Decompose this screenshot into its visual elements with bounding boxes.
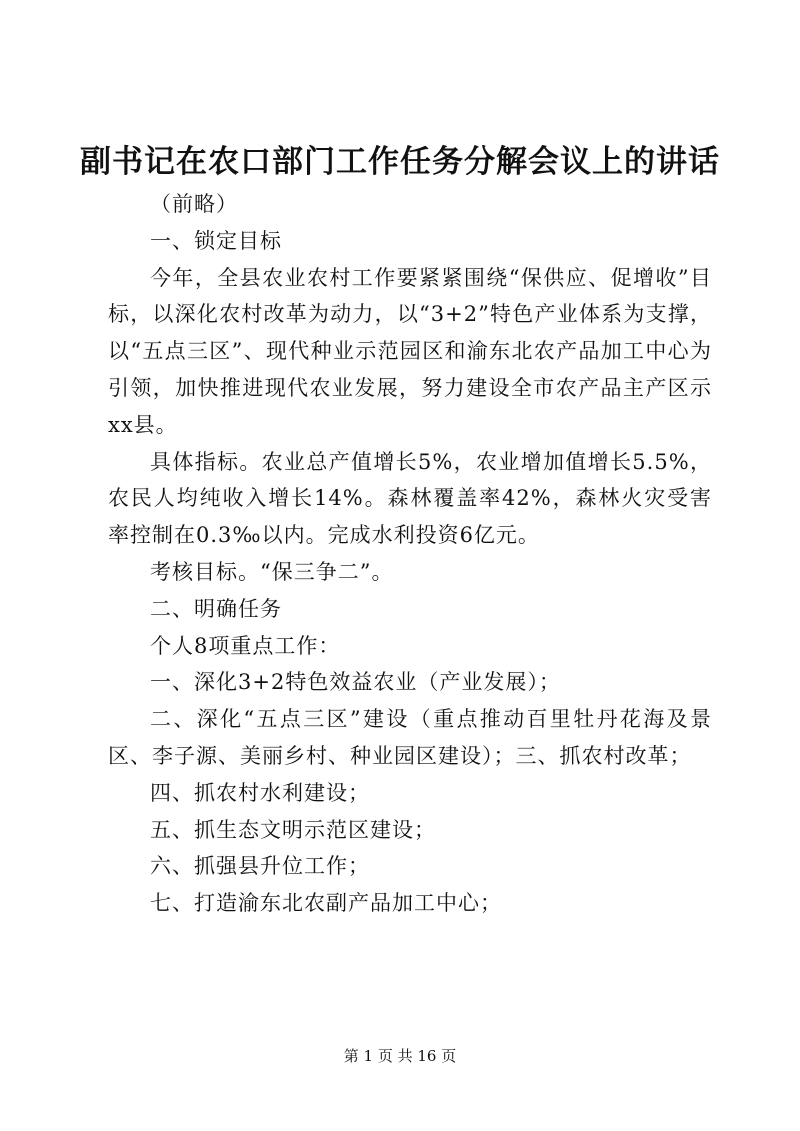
task-item-4: 四、抓农村水利建设； <box>150 780 370 805</box>
task-item-7: 七、打造渝东北农副产品加工中心； <box>150 891 502 916</box>
task-item-2-3: 二、深化“五点三区”建设（重点推动百里牡丹花海及景区、李子源、美丽乡村、种业园区建设）；三、抓农村改革； <box>108 707 712 768</box>
task-item-6: 六、抓强县升位工作； <box>150 854 370 879</box>
heading-lock-targets: 一、锁定目标 <box>150 228 282 253</box>
page-number-footer: 第 1 页 共 16 页 <box>343 1047 457 1065</box>
document-body <box>108 186 712 922</box>
paragraph-key-work-intro: 个人8项重点工作： <box>150 633 341 658</box>
heading-define-tasks: 二、明确任务 <box>150 596 282 621</box>
paragraph-goals: 今年，全县农业农村工作要紧紧围绕“保供应、促增收”目标，以深化农村改革为动力，以“3+2”特色产业体系为支撑，以“五点三区”、现代种业示范园区和渝东北农产品加工中心为引领，加快推进现代农业发展，努力建设全市农产品主产区示xx县。 <box>108 265 712 437</box>
task-item-1: 一、深化3+2特色效益农业（产业发展）； <box>150 670 561 695</box>
paragraph-assessment: 考核目标。“保三争二”。 <box>150 559 394 584</box>
paragraph-preface: （前略） <box>150 192 238 216</box>
task-item-5: 五、抓生态文明示范区建设； <box>150 817 436 842</box>
paragraph-indicators: 具体指标。农业总产值增长5%，农业增加值增长5.5%，农民人均纯收入增长14%。森林覆盖率42%，森林火灾受害率控制在0.3‰以内。完成水利投资6亿元。 <box>108 449 712 548</box>
document-title: 副书记在农口部门工作任务分解会议上的讲话 <box>80 144 720 180</box>
